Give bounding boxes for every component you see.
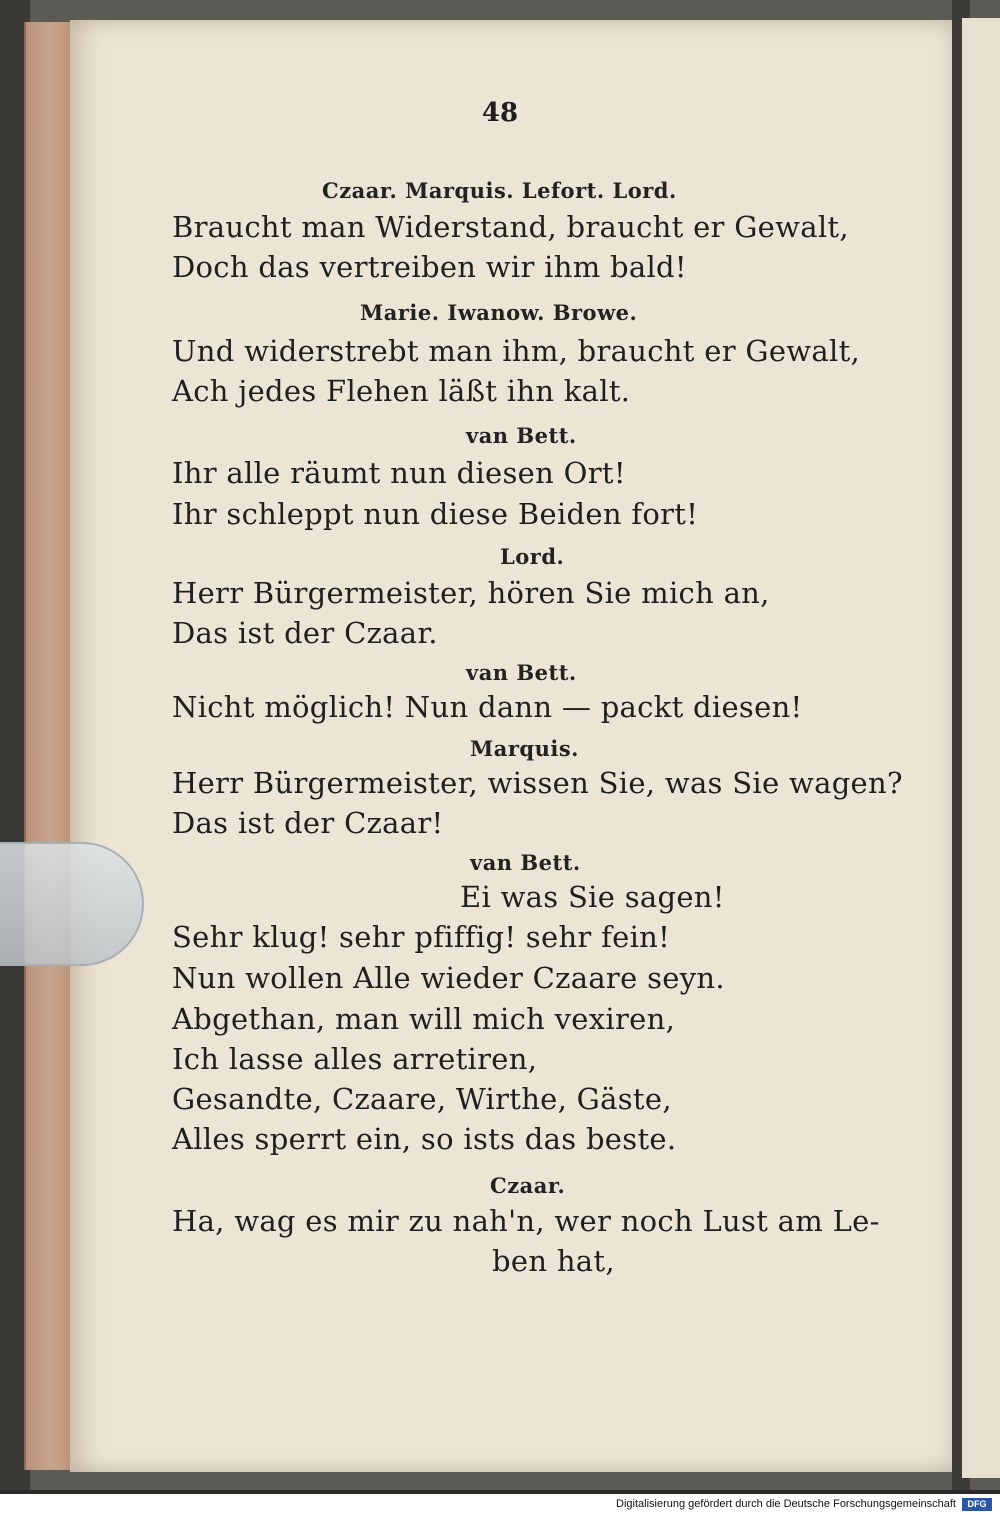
verse-line: Herr Bürgermeister, hören Sie mich an, <box>172 576 770 610</box>
page-holder-clip <box>0 842 144 966</box>
speaker-label: Lord. <box>500 544 565 569</box>
verse-line: ben hat, <box>492 1244 615 1278</box>
page-number: 48 <box>481 98 519 128</box>
speaker-label: van Bett. <box>466 660 577 685</box>
facing-page-edge <box>962 18 1000 1478</box>
verse-line: Das ist der Czaar! <box>172 806 444 840</box>
speaker-label: Czaar. Marquis. Lefort. Lord. <box>322 178 677 203</box>
speaker-label: Czaar. <box>490 1173 566 1198</box>
verse-line: Abgethan, man will mich vexiren, <box>172 1002 676 1036</box>
verse-line: Nicht möglich! Nun dann — packt diesen! <box>172 690 803 724</box>
verse-line: Braucht man Widerstand, braucht er Gewalt, <box>172 210 849 244</box>
verse-line: Das ist der Czaar. <box>172 616 438 650</box>
verse-line: Doch das vertreiben wir ihm bald! <box>172 250 687 284</box>
verse-line: Und widerstrebt man ihm, braucht er Gewalt, <box>172 334 861 368</box>
speaker-label: Marquis. <box>470 736 579 761</box>
speaker-label: van Bett. <box>470 850 581 875</box>
verse-line: Ach jedes Flehen läßt ihn kalt. <box>172 374 631 408</box>
verse-line: Ei was Sie sagen! <box>460 880 725 914</box>
verse-line: Ihr alle räumt nun diesen Ort! <box>172 456 626 490</box>
speaker-label: Marie. Iwanow. Browe. <box>360 300 638 325</box>
funding-notice: Digitalisierung gefördert durch die Deutsche Forschungsgemeinschaft <box>616 1498 956 1510</box>
verse-line: Herr Bürgermeister, wissen Sie, was Sie wagen? <box>172 766 903 800</box>
verse-line: Ha, wag es mir zu nah'n, wer noch Lust am Le- <box>172 1204 880 1238</box>
verse-line: Ihr schleppt nun diese Beiden fort! <box>172 497 699 531</box>
verse-line: Sehr klug! sehr pfiffig! sehr fein! <box>172 920 671 954</box>
verse-line: Nun wollen Alle wieder Czaare seyn. <box>172 961 725 995</box>
verse-line: Ich lasse alles arretiren, <box>172 1042 538 1076</box>
dfg-logo: DFG <box>962 1498 992 1511</box>
speaker-label: van Bett. <box>466 423 577 448</box>
verse-line: Alles sperrt ein, so ists das beste. <box>172 1122 677 1156</box>
verse-line: Gesandte, Czaare, Wirthe, Gäste, <box>172 1082 672 1116</box>
